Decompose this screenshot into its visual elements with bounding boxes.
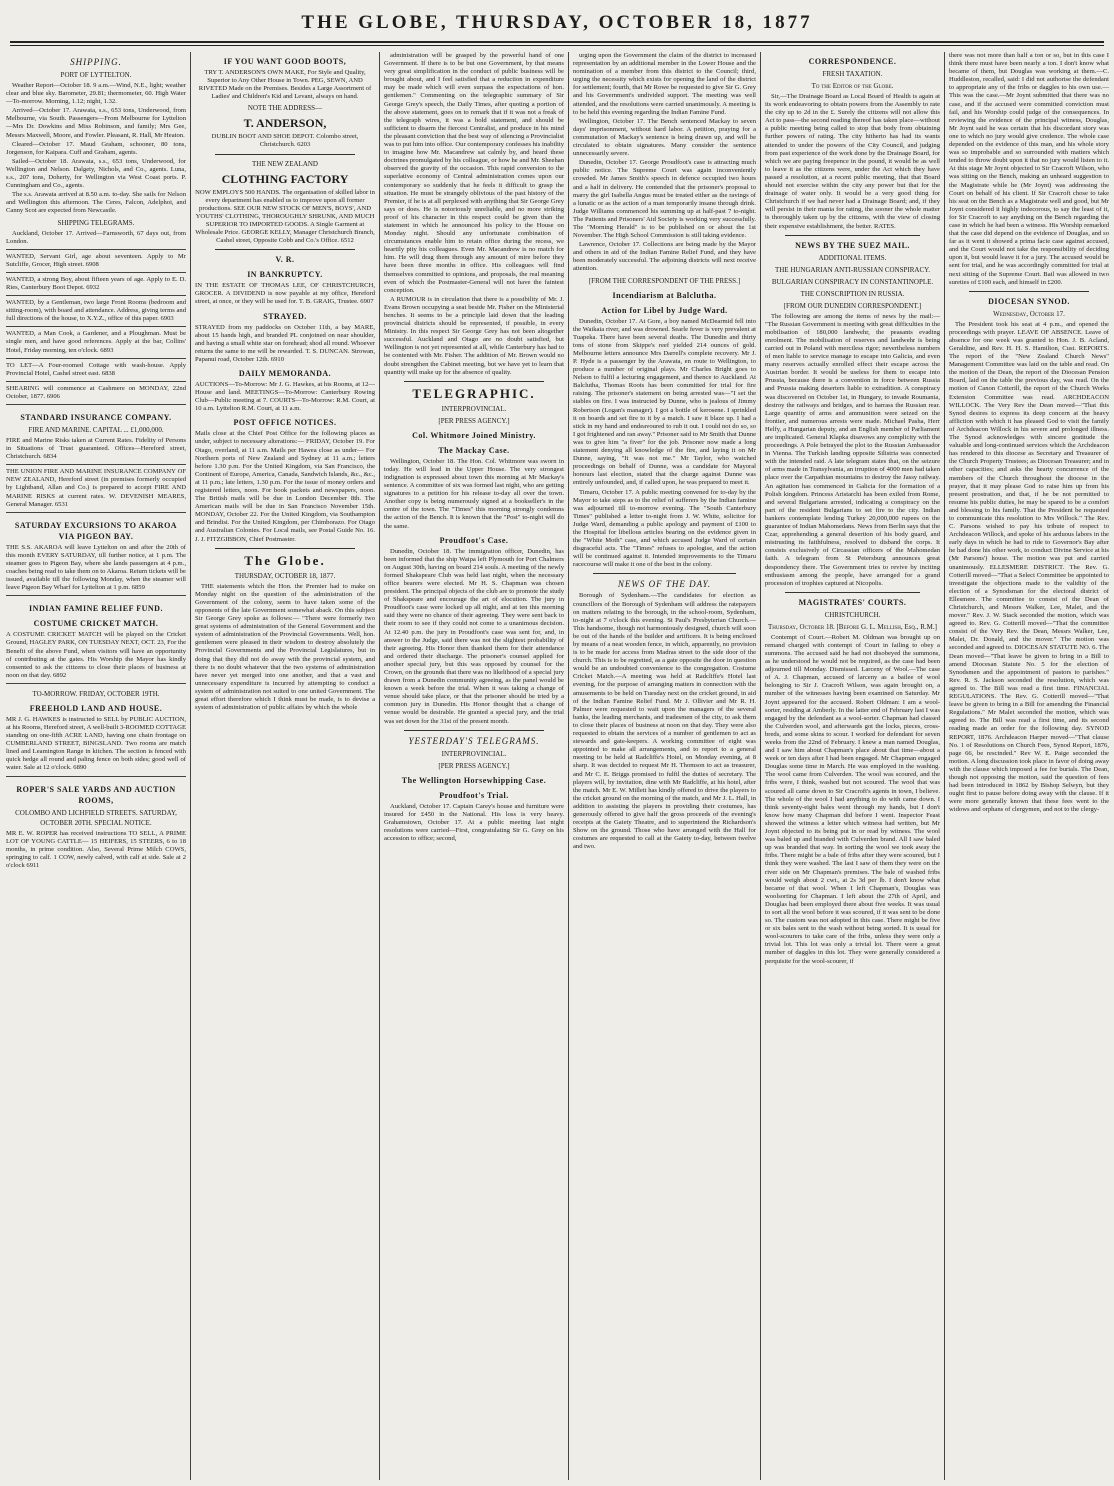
- incendiarism-heading: Incendiarism at Balclutha.: [612, 290, 717, 300]
- globe-title: The Globe.: [244, 552, 326, 568]
- mackay-heading: The Mackay Case.: [438, 445, 510, 455]
- column-2: [195, 52, 375, 1480]
- libel-heading: Action for Libel by Judge Ward.: [601, 305, 728, 315]
- post-office-text: Mails close at the Chief Post Office for the following places as under, subject to necessary alterations:— FRIDAY, October 19. For Otago, overland, at 11 a.m. Mails per Hawea close as under— For Northern ports of New Zealand and Sydney at 11 a.m.; letters before 1.30 p.m. For the United Kingdom, via San Francisco, the Continent of Europe, America, Canada, Sandwich Islands, &c., &c., at 11 p.m.; late letters, 1.30 p.m. For the issue of money orders and registered letters, noon. For book packets and newspapers, noon. The British mails will be due in London December 8th. The American mails will be due in San Francisco November 15th. MONDAY, October 22. For the United Kingdom, via Southampton and Brindisi. For the United Kingdom, per Chimborazo. For Otago and Australian Colonies. For Local mails, see Postal Guide No. 16. J. J. FITZGIBBON, Chief Postmaster.: [195, 430, 375, 543]
- trial-text: Auckland, October 17. Captain Carey's house and furniture were insured for £450 in the National. His loss is very heavy. Grahamstown, October 17. At a public meeting last night resolutions were carried—First, congratulating Sir G. Grey on his accession to office; second,: [384, 802, 564, 843]
- proudfoot-heading: Proudfoot's Case.: [439, 535, 509, 545]
- news-of-the-day-heading: NEWS OF THE DAY.: [617, 579, 712, 590]
- advert-shearing: SHEARING will commence at Cashmere on MONDAY, 22nd October, 1877. 6906: [6, 384, 186, 400]
- cleared-list: Cleared—October 17. Maud Graham, schooner, 80 tons, Jorgenson, for Kaipara. Cuff and Graham, agents.: [6, 140, 186, 156]
- roper-subheading: COLOMBO AND LICHFIELD STREETS. SATURDAY, OCTOBER 20TH. SPECIAL NOTICE.: [15, 808, 177, 827]
- tomorrow-heading: TO-MORROW. FRIDAY, OCTOBER 19TH.: [32, 689, 160, 698]
- advert-servant: WANTED, Servant Girl, age about seventeen. Apply to Mr Sutcliffe, Grocer, High street. 6908: [6, 252, 186, 268]
- column-divider: [944, 52, 945, 1480]
- masthead: [0, 0, 1114, 48]
- yesterday-interprovincial: INTERPROVINCIAL.: [441, 749, 507, 758]
- telegraphic-heading: TELEGRAPHIC.: [412, 385, 536, 401]
- bankruptcy-text: IN THE ESTATE OF THOMAS LEE, OF CHRISTCHURCH, GROCER. A DIVIDEND is now payable at my office, Hereford street, at once, or they will be used for. T. B. GRAIG, Trustee. 6907: [195, 282, 375, 306]
- shipping-telegram: Auckland, October 17. Arrived—Farnsworth, 67 days out, from London.: [6, 229, 186, 245]
- yesterday-agency: [PER PRESS AGENCY.]: [438, 761, 510, 770]
- sailed-list: Sailed—October 18. Arawata, s.s., 653 tons, Underwood, for Wellington and Nelson. Dalgety, Nichols, and Co., agents. Luna, s.s., 207 tons, Doherty, for Wellington via West Coast ports. P. Cunningham and Co., agents.: [6, 157, 186, 190]
- column-divider: [379, 52, 380, 1480]
- masthead-rule-thin: [10, 45, 1104, 46]
- weather-report: Weather Report—October 18. 9 a.m.—Wind, N.E., light; weather clear and blue sky. Barometer, 29.81; thermometer, 60. High Water—To-morrow. Morning, 1.12; night, 1.32.: [6, 82, 186, 106]
- port-heading: PORT OF LYTTELTON.: [60, 71, 132, 79]
- divider: [969, 291, 1089, 292]
- press-agency-label: [PER PRESS AGENCY.]: [438, 416, 510, 425]
- insurance-heading: STANDARD INSURANCE COMPANY.: [20, 413, 172, 422]
- insurance-subheading: FIRE AND MARINE. CAPITAL ... £1,000,000.: [28, 426, 164, 434]
- boots-text: TRY T. ANDERSON'S OWN MAKE, For Style and Quality, Superior to Any Other House in Town. PEG, SEWN, AND RIVETED Made on the Premises. Besides a Large Assortment of Ladies' and Children's Kid and Levant, always on hand.: [198, 69, 372, 101]
- roper-text: MR E. W. ROPER has received instructions TO SELL, A PRIME LOT OF YOUNG CATTLE— 15 HEIFERS, 15 STEERS, 6 to 18 months, in prime condition. Also, Several Prime Milch COWS, springing to calf. 1 COW, newly calved, with calf at side. Sale at 2 o'clock 6911: [6, 829, 186, 869]
- advert-boy: WANTED, a strong Boy, about fifteen years of age. Apply to E. D. Ries, Canterbury Boot Depot. 6932: [6, 275, 186, 291]
- anderson-address: DUBLIN BOOT AND SHOE DEPOT. Colombo street, Christchurch. 6203: [211, 133, 359, 149]
- column-6: [949, 52, 1109, 1480]
- suez-text: The following are among the items of news by the mail:— "The Russian Government is meeting with great difficulties in the mobilisation of 180,000 landwehr, the peasants evading enrolment. The mobilisation of reserves and landwehr is being carried out in Poland with merciless rigor; nevertheless numbers of men liable to service manage to escape into Galicia, and even many reserves actually enrolled effect their escape across the Austrian border. It would be useless for them to escape into Prussia, because there is a convention in force between Russia and Prussia making deserters liable to extradition. A conspiracy was discovered on October 1st, in Hungary, to invade Roumania, destroy the railways and bridges, and to harrass the Russian rear. Large quantity of arms and ammunition were seized on the frontier, and numerous arrests were made. Michael Pasha, Herr Helfy, a Hungarian deputy, and an English member of Parliament are implicated. General Klapka disavows any complicity with the proceedings. A Pole betrayed the plot to the Russian Ambassador in Vienna. The Turkish landing opposite Silistria was connected with the intended raid. A late telegram states that, on the seizure of arms made in Transylvania, an irruption of 4000 men had taken place over the Carpathian mountains to destroy the Jassy railway. An agitation has commenced in Galicia for the formation of a Polish kingdom. Princess Aristarchi has been exiled from Rome, and several Bulgarians arrested, indicating a conspiracy on the part of the resident Bulgarians to set fire to the city. Indian bankers contemplate lending Turkey 20,000,000 rupees on the guarantee of Indian Mahomedans. News from Berlin says that the Czar, apprehending a general desertion of his body guard, and mistrusting its faithfulness, resolved to disband the corps. It consists exclusively of Circassian officers of the Mahomedan faith. A telegram from St Petersburg announces great despondency there. The Government tries to revive by inciting enthusiasm among the people, have arranged for a grand procession of trophies captured at Nicopolis.: [765, 312, 940, 587]
- factory-text: NOW EMPLOYS 500 HANDS. The organisation of skilled labor in every department has enabled us to improve upon all former productions. SEE OUR NEW STOCK OF MEN'S, BOYS', AND YOUTHS' CLOTHING, THOROUGHLY SHRUNK, AND MUCH SUPERIOR TO IMPORTED GOODS. A Single Garment at Wholesale Price. GEORGE KELLY, Manager Christchurch Branch, Cashel street, Opposite Cobb and Co.'s Office. 6512: [195, 188, 375, 245]
- hawkes-auction-text: MR J. G. HAWKES is instructed to SELL by PUBLIC AUCTION, at his Rooms, Hereford street, A well-built 3-ROOMED COTTAGE standing on one-fifth ACRE LAND, having one chain frontage on CUMBERLAND STREET, BINGSLAND. Two rooms are match lined and Leamington Range in kitchen. The section is fenced with quick hedge all round and paling fence on both sides; good well of water. Sale at 12 o'clock. 6890: [6, 715, 186, 772]
- address-label: NOTE THE ADDRESS—: [247, 104, 323, 113]
- editorial-text: THE statements which the Hon. the Premier had to make on Monday night on the question of the administration of the Government of the colony, seem to have taken some of the opponents of the late Government somewhat aback. On this subject Sir George Grey spoke as follows:— "There were formerly two great systems of administration of the General Government and the system of administration of the Provincial Governments. Well, hon. gentlemen were pleased in their wisdom to destroy absolutely the Provincial Governments and the Provincial Legislatures, but in doing that they did not do away with the provincial system, and there is no doubt whatever that the two systems of administration have never yet merged into one another, and that a vast and unnecessary expenditure is incurred by attempting to conduct a system of administration not suited to one united Government. The great effort therefore which I think must be made, is to devise a system of administration of public affairs by which the whole: [195, 582, 375, 712]
- editor-salutation: To the Editor of the Globe.: [811, 82, 894, 90]
- column-3: [384, 52, 564, 1480]
- factory-heading: THE NEW ZEALAND: [252, 159, 318, 168]
- advert-cook: WANTED, a Man Cook, a Gardener, and a Ploughman. Must be single men, and have good references. Apply at the bar, Collins' Hotel, Friday morning, ten o'clock. 6893: [6, 330, 186, 354]
- famine-heading: INDIAN FAMINE RELIEF FUND.: [29, 604, 163, 614]
- dunedin-correspondent: [FROM OUR DUNEDIN CORRESPONDENT.]: [783, 301, 922, 310]
- column-divider: [568, 52, 569, 1480]
- correspondence-text: Sir,—The Drainage Board as Local Board of Health is again at its work endeavoring to obtain powers from the Assembly to rate the city up to 2d in the £. Surely the citizens will not allow this Act to pass—the second reading thereof has taken place—without a public meeting being called to stop that body from obtaining further powers of rating. The city hitherto has had its wants attended to under the powers of the City Council, and judging from past experience of the work done by the Drainage Board, for which we are paying freepence in the pound, it would be as well to leave it as the citizens were, under the Act which they have passed a resolution, at a recent public meeting, that that Board should not exercise within the city any power but that for the drainage of water only. It would be a very good thing for Christchurch if we had never had a Drainage Board; and, if they will persist in their mania for rating, the sooner the whole matter is thoroughly taken up by the citizens, with the view of closing their expensive establishment, the better. RATES.: [765, 93, 940, 230]
- trial-heading: Proudfoot's Trial.: [439, 790, 509, 800]
- arrived-list: Arrived—October 17. Arawata, s.s., 653 tons, Underwood, from Melbourne, via South. Passengers—From Melbourne for Lyttelton—Mrs Dr. Dowkins and Miss Robinson, and family; Mrs Gee, Messrs Maxwell, Moore, and Fowler. Pleasant, R. Hall, Mr Heaton.: [6, 107, 186, 139]
- divider: [404, 381, 544, 382]
- telegram-text-5: Dunedin, October 17. At Gore, a boy named McDearmid fell into the Waikaia river, and was drowned. Searle fever is very prevalent at Tuapeka. There have been several deaths. The Dunedin and thirty tons of stone from Skippe's reef yielded 214 ounces of gold. Melbourne letters announce Mrs Darrell's complete recovery. Mr J. P. Hyde is a passenger by the Arawata, en route to Wellington, to produce a number of original plays. Mr Charles Bright goes to Nelson to fulfil a lecturing engagement, and thence to Auckland. At Balclutha, Thomas Roots has been committed for trial for fire raising. The prisoner's statement on being arrested was—"I set the stables on fire. I was instructed by Dunne, who is jealous of Jimmy Robertson (Logan's manager). I got a bottle of kerosene. I sprinkled it on boards and set fire to it by a match. I saw it blaze up. I had a stick in my hand and endeavoured to rub it out. I could not do so, so I got frightened and ran away." Prisoner said to Mr Smith that Dunne was to give him "a fiver" for the job. Prisoner now made a long statement denying all knowledge of the fire, and laying it on Mr Dunne, saying, "It was not me." Mr Taylor, who watched proceedings on behalf of Dunne, was a candidate for Mayoral honours last election, stated that the charge against Dunne was entirely unfounded, and, if called upon, he was prepared to meet it.: [573, 317, 756, 487]
- bankruptcy-heading: IN BANKRUPTCY.: [247, 270, 323, 280]
- synod-date: Wednesday, October 17.: [993, 309, 1065, 318]
- memoranda-heading: DAILY MEMORANDA.: [238, 368, 332, 378]
- shipping-telegrams-heading: SHIPPING TELEGRAMS.: [57, 218, 135, 227]
- divider: [593, 573, 736, 574]
- telegram-text-3: Dunedin, October 17. George Proudfoot's case is attracting much public notice. The Supreme Court was again inconveniently crowded. Mr James Smith's speech in defence occupied two hours and a half in delivery. He contended that the prisoner's proposal to marry the girl Isabella Angus must be treated either as the ravings of a lunatic or as the action of a man temporarily insane through drink. Judge Williams commenced his summing up at half-past 7 to-night. The Patients and Prisoners' Aid Society is working very successfully. The "Morning Herald" is to be published on or about the 1st November. The High School Commission is still taking evidence.: [573, 159, 756, 240]
- divider: [215, 249, 355, 250]
- roper-heading: ROPER'S SALE YARDS AND AUCTION ROOMS,: [16, 784, 176, 805]
- cricket-text: A COSTUME CRICKET MATCH will be played on the Cricket Ground, HAGLEY PARK, ON TUESDAY NEXT, OCT. 23, For the Benefit of the above Fund, when visitors will have an opportunity of contributing at the gates. His Worship the Mayor has kindly consented to ask the citizens to close their places of business at noon on that day. 6892: [6, 631, 186, 679]
- telegram-text-6: Timaru, October 17. A public meeting convened for to-day by the Mayor to take steps as to the relief of sufferers by the Indian famine was adjourned till to-morrow evening. The "South Canterbury Times" published a letter to-night from J. W. White, solicitor for Judge Ward, demanding a public apology and payment of £100 to the Hospital for libellous articles bearing on the evidence given in the "White Moth" case, and which accused Judge Ward of certain disgraceful acts. The "Times" refuses to apologise, and the action will be continued against it. Intended improvements to the Timaru racecourse will make it one of the best in the colony.: [573, 488, 756, 569]
- cricket-heading: COSTUME CRICKET MATCH.: [33, 619, 159, 629]
- column-5: [765, 52, 940, 1480]
- synod-text: The President took his seat at 4 p.m., and opened the proceedings with prayer. LEAVE OF ABSENCE. Leave of absence for one week was granted to Hon. J. B. Acland, Geraldine, and Rev. H. H. S. Hamilton, Cust. REPORTS. The report of the "New Zealand Church News" Management Committee was laid on the table and read. On the motion of the Dean, the report of the Diocesan Pension Board, laid on the table the previous day, was read. On the motion of Canon Cotterill, the report of the Church Works Extension Committee was read. ARCHDEACON WILLOCK. The Very Rev the Dean moved—"That this Synod desires to express its deep concern at the heavy affliction with which it has pleased God to visit the family of Archdeacon Willock in his severe and prolonged illness. The Synod acknowledges with sincere gratitude the valuable and long-continued services which the Archdeacon has rendered to this diocese as Secretary and Treasurer of the Church Property Trustees; as Diocesan Treasurer; and in other capacities; and asks the hearty concurrence of the members of the Church throughout the diocese in the prayer, that it may please God to raise him up from his present prostration, and that, if he be not permitted to resume his public duties, he may be spared to be a comfort and blessing to his family. That the President be requested to communicate this resolution to Mrs Willock." The Rev. C. Parsons wished to pay his tribute of respect to Archdeacon Willock, and spoke of his arduous labors in the early days in which he had to ride to Governor's Bay after he had done his other work, to conduct Divine Service at his (Mr Parsons') house. The motion was put and carried unanimously. ELLESMERE DISTRICT. The Rev. G. Cotterill moved—"That a Select Committee be appointed to investigate the objections made to the validity of the election of a Synodsman for the electoral district of Ellesmere. The committee to consist of the Dean of Christchurch, and Messrs Walker, Lee, Malet, and the mover." Rev. J. W. Stack seconded the motion, which was agreed to. Rev. G. Cotterill moved—"That the committee consist of the Very Rev. the Dean, Messrs Walker, Lee, Malet, Dr. Donald, and the mover." The motion was seconded and agreed to. DIOCESAN STATUTE NO. 6. The Dean moved—"That leave be given to bring in a Bill to amend Diocesan Statute No. 5 for the election of Synodsmen and the appointment of pastors to parishes." Rev. R. S. Jackson seconded the resolution, which was agreed to. The Bill was read a first time. FINANCIAL REGULATIONS. The Rev. G. Cotterill moved—"That leave be given to bring in a Bill for amending the Financial Regulations." Mr Malet seconded the motion, which was agreed to. The Bill was read a first time, and its second reading made an order for the following day. SYNOD REPORT, 1876. Archdeacon Harper moved—"That clause No. 1 of Resolutions on Church Fees, Synod Report, 1876, page 66, be rescinded." Rev W. E. Paige seconded the motion. A long discussion took place in favor of doing away with the clause which imposed a fee for burials. The Dean, though not opposing the motion, said the question of fees had been introduced in 1862 by Bishop Selwyn, but they ought first to pause before doing away with the clause. If it were more generally known that these fees went to the widows and orphans of clergymen, and not to the clergy-: [949, 320, 1109, 814]
- vr-emblem: V. R.: [275, 255, 295, 265]
- divider: [785, 235, 920, 236]
- rumour-text: A RUMOUR is in circulation that there is a possibility of Mr. J. Evans Brown occupying a seat beside Mr. Fisher on the Ministerial benches. It seems to be a principle laid down that the leading provincial districts should be represented, if possible, in every Ministry. In this respect Sir George Grey has not been altogether successful. Auckland and Otago are no doubt satisfied, but Wellington is not yet represented at all, while Canterbury has had to be contented with Mr. Fisher. The addition of Mr. Brown would no doubt strengthen the Cabinet meeting, but we have yet to learn that quantity will make up for the absence of quality.: [384, 295, 564, 376]
- telegram-text-4: Lawrence, October 17. Collections are being made by the Mayor and others in aid of the Indian Famine Relief Fund, and they have been moderately successful. The adjoining districts will next receive attention.: [573, 241, 756, 273]
- proudfoot-text: Dunedin, October 18. The immigration officer, Dunedin, has been informed that the ship Waipa left Plymouth for Port Chalmers on August 30th, having on board 214 souls. A meeting of the newly formed Shakspeare Club was held last night, when the necessary office bearers were elected. Mr H. S. Chapman was chosen president. The principal objects of the club are to promote the study of Shakspeare and encourage the art of elocution. The jury in Proudfoot's case were locked up all night, and at ten this morning said they were no chance of their agreeing. They were sent back to their room to see if they could not come to a unanimous decision. At 12.40 p.m. the jury in Proudfoot's case was sent for, and, in answer to the Judge, said there was not the slightest probability of their agreeing. His Honor then thanked them for their attendance and ordered their discharge. The prisoner's counsel applied for another special jury, but this was opposed by counsel for the Crown, on the grounds that there was no likelihood of a special jury drawn from a Dunedin community agreeing, as the panel would be known a week before the trial. When it was taking a change of venue should take place, or that the prisoner should be tried by a common jury in Dunedin. His Honor thought that a change of venue would be desirable. He granted a special jury, and the trial was set down for the 31st of the present month.: [384, 547, 564, 725]
- column-1: [6, 52, 186, 1480]
- bulgarian-heading: BULGARIAN CONSPIRACY IN CONSTANTINOPLE.: [771, 277, 934, 286]
- suez-mail-heading: NEWS BY THE SUEZ MAIL.: [795, 240, 910, 250]
- excursion-text: THE S.S. AKAROA will leave Lyttelton on and after the 20th of this month EVERY SATURDAY, till further notice, at 1 p.m. The steamer goes to Pigeon Bay, where she lands passengers at 4 p.m., coaches being read to take them on to Akaroa. Return tickets will be issued, available till the following Monday, when the steamer will leave Pigeon Bay Wharf for Lyttelton at 1 p.m. 6859: [6, 543, 186, 592]
- court-text: Contempt of Court.—Robert M. Oldman was brought up on remand charged with contempt of Court in failing to obey a summons. The accused said he had not disobeyed the summons, as he understood he would not be required, as the case had been adjourned till Monday. Dismissed. Larceny of Wool.—The case of A. J. Chapman, accused of larceny as a bailee of wool belonging to Sir J. Cracroft Wilson, was again brought on, a number of the witnesses having been examined on Saturday. Mr Joynt appeared for the accused. Robert Oldman: I am a wool-sorter, residing at Amberly. In the latter end of February last I was engaged by the defendant as a wool-sorter. Chapman had classed the Culverden wool, and afterwards got the locks, pieces, cross-breds, and some skins to scour. I worked for defendant for seven weeks from the 22nd of February. I knew a man named Douglas, and I saw him about Chapman's place about that time—about a week or ten days after I had been engaged. Mr Chapman engaged Douglas some time in March. He was employed in the washing. The wool came from Culverden. The wool was scoured, and the fribs were, I think, washed but not scoured. The wool that was scoured all came down to Sir Cracroft's agents in town, I believe. The whole of the wool I had anything to do with came down. I think seventy-eight bales went through my hands, but I don't know how many Chapman did before I went. Inspector Feast showed the witness a letter which witness had written, but Mr Joynt objected to its being put in or read by witness. The wool was baled up and branded with Culverden brand. All I saw baled up was branded that way. In sorting the wool we took away the fribs. There might be a bale of fribs after they were scoured, but I think they were washed. The last I saw of them they were on the river side on Mr Chapman's premises. The bale of washed fribs would weigh about 2 cwt., at 2s 3d per lb. I don't know what became of that wool. When I left Chapman's, Douglas was woolsorting for Chapman. I left about the 27th of April, and Douglas had been employed there about five weeks. It was usual to sort all the wool before it was scoured, if it was sent to be done so. The custom was not adopted in this case. There might be five or six bales sent to the wash without being sorted. It is usual for wool-scourers to take care of the fribs, unless they were only a trivial lot. This lot was only a trivial lot. There were a great number of daggles in this lot. They were generally considered a perquisite for the wool-scourer, if: [765, 633, 940, 965]
- advert-rooms: WANTED, by a Gentleman, two large Front Rooms (bedroom and sitting-room), with board and attendance. Address, giving terms and full directions of the house, to X.Y.Z., office of this paper. 6903: [6, 299, 186, 323]
- additional-items: ADDITIONAL ITEMS.: [818, 253, 887, 262]
- insurance-text: FIRE and Marine Risks taken at Current Rates. Fidelity of Persons in Situations of Trust guaranteed. Offices—Hereford street, Christchurch. 6834: [6, 437, 186, 461]
- interprovincial-heading: INTERPROVINCIAL.: [441, 404, 507, 413]
- sailing-note: The s.s. Arawata arrived at 8.50 a.m. to-day. She sails for Nelson and Wellington this afternoon. The Ceres, Falcon, Adelphoi, and Canny Scot are expected from Newcastle.: [6, 191, 186, 215]
- editorial-continued: administration will be grasped by the powerful hand of one Government. If there is to be but one Government, by that means very great simplification in the conduct of public business will be brought about, and I feel satisfied that a reduction in expenditure may be made which will even surpass the expectations of hon. gentlemen." Commenting on the telegraphic summary of Sir George Grey's speech, the Daily Times, after quoting a portion of the above statement, goes on to remark that if it was not a freak of the telegraph wires, it was a bold statement, and should be sufficient to disarm the fiercest Centralist, and produce in his mind the pleasant conviction that the best way of silencing a Provincialist was to put him into office. Our contemporary confesses his inability to imagine how Mr. Macandrew sat calmly by, and heard these doctrines promulgated by his colleague, or how he and Mr. Sheehan observed the gravity of the occasion. This rapid conversion to the superlative economy of Central administration comes upon our contemporary so suddenly that he feels it difficult to grasp the situation. He must be strangely oblivious of the past history of the Premier, if he is at all perplexed with anything that Sir George Grey says or does. He is notoriously unreliable, and no more striking proof of his character in this respect could be given than the statement in which he announced his policy to the House on Monday night. Should any unfortunate combination of circumstances enable him to retain office during the recess, we heartily pity his colleagues. Even Mr. Macandrew is no match for him. He will drag them through any amount of mire before they have been three months in office. His colleagues will find themselves committed to opinions, and proposals, the real meaning even of which the Postmaster-General will not have the faintest conception.: [384, 52, 564, 294]
- divider: [785, 592, 920, 593]
- page-title: THE GLOBE, THURSDAY, OCTOBER 18, 1877: [301, 12, 813, 33]
- whitmore-heading: Col. Whitmore Joined Ministry.: [412, 430, 536, 440]
- anderson-name: T. ANDERSON,: [243, 116, 327, 131]
- horsewhipping-heading: The Wellington Horsewhipping Case.: [401, 775, 547, 785]
- column-4: [573, 52, 756, 1480]
- column-divider: [760, 52, 761, 1480]
- magistrates-heading: MAGISTRATES' COURTS.: [798, 597, 907, 607]
- advert-to-let: TO LET—A Four-roomed Cottage with wash-house. Apply Provincial Hotel, Cashel street east. 6838: [6, 361, 186, 377]
- divider: [215, 548, 355, 549]
- telegram-text-2: Wellington, October 17. The Bench sentenced Mackay to seven days' imprisonment, without hard labor. A petition, praying for a commutation of Mackay's sentence is being drawn up, and will be circulated to obtain signatures. Many consider the sentence unnecessarily severe.: [573, 117, 756, 158]
- masthead-rule: [10, 41, 1104, 43]
- divider: [404, 730, 544, 731]
- excursion-heading: SATURDAY EXCURSIONS TO AKAROA VIA PIGEON BAY.: [14, 520, 178, 541]
- globe-date: THURSDAY, OCTOBER 18, 1877.: [234, 571, 336, 580]
- strayed-text: STRAYED from my paddocks on October 11th, a bay MARE, about 15 hands high, and branded PL conjoined on near shoulder, and having a small white star on forehead; shod all round. Whoever returns the same to me will be rewarded. T. S. DUNCAN. Strowan, Papanui road, October 12th. 6910: [195, 323, 375, 363]
- court-date: Thursday, October 18. [Before G. L. Mellish, Esq., R.M.]: [768, 622, 937, 631]
- telegram-text-1: urging upon the Government the claim of the district to increased representation by an additional member in the Lower House and the nomination of a member from this district to the Council; third, urging the necessity which exists for opening the land of the district for settlement; fourth, that Mr Rowe be requested to give Sir G. Grey and his Government's undivided support. The meeting was well attended, and the resolutions were carried unanimously. A meeting is to be held this evening regarding the Indian Famine Fund.: [573, 52, 756, 116]
- union-insurance-text: THE UNION FIRE AND MARINE INSURANCE COMPANY OF NEW ZEALAND, Hereford street (in premises formerly occupied by Lightband, Allan and Co.) is prepared to accept FIRE AND MARINE RISKS at current rates. W. DEVENISH MEARES, General Manager. 6531: [6, 468, 186, 508]
- correspondent-label: [FROM THE CORRESPONDENT OF THE PRESS.]: [588, 276, 741, 285]
- conscription-heading: THE CONSCRIPTION IN RUSSIA.: [800, 289, 905, 298]
- hungarian-heading: THE HUNGARIAN ANTI-RUSSIAN CONSPIRACY.: [774, 265, 931, 274]
- strayed-heading: STRAYED.: [263, 311, 307, 321]
- memoranda-text: AUCTIONS—To-Morrow: Mr J. G. Hawkes, at his Rooms, at 12—House and land. MEETINGS—To-Morrow: Canterbury Rowing Club—Public meeting at 7. COURTS—To-Morrow: R.M. Court, at 10 a.m. Lyttelton R.M. Court, at 11 a.m.: [195, 380, 375, 413]
- freehold-heading: FREEHOLD LAND AND HOUSE.: [29, 703, 163, 713]
- news-text: Borough of Sydenham.—The candidates for election as councillors of the Borough of Sydenham will address the ratepayers on matters relating to the borough, in the school-room, Sydenham, to-night at 7 o'clock this evening. St Paul's Presbyterian Church.—This handsome, though not harmoniously designed, church will soon be out of the hands of the builder and artificers. It is being enclosed by means of a neat wooden fence, in which, apparently, no provision is to be made for access from Madras street to the side door of the church. This is to be regretted, as a gate opposite the door in question would be an undoubted convenience to the congregation. Costume Cricket Match.—A meeting was held at Radcliffe's Hotel last evening, for the purpose of arranging matters in connection with the amusements to be held on Tuesday next on the cricket ground, in aid of the Indian Famine Relief Fund. Mr J. Ollivier and Mr R. H. Palmer were requested to wait upon the managers of the several banks, the leading merchants, and tradesmen of the city, to ask them to close their places of business at noon on that day. They were also requested to obtain the services of a number of gentlemen to act as stewards and gate-keepers. A working committee of eight was appointed to make all arrangements, and to report to a general meeting to be held at Radcliffe's Hotel, on Monday evening, at 8 sharp. It was decided to request Mr H. Thomson to act as treasurer, and Mr C. E. Briggs promised to fulfil the duties of secretary. The players will, by invitation, dine with Mr Radcliffe, at his hotel, after the match. Mr E. W. Millett has kindly offered to drive the players to the cricket ground on the morning of the match, and Mr J. L. Hall, in addition to assisting the players in providing their costumes, has generously offered to give half the gross proceeds of the evening's receipts at the Gaiety Theatre, and to superintend the Richardson's Show on the ground. Those who have arranged with the Hall for costumes are requested to call at the Gaiety to-day, between twelve and two.: [573, 592, 756, 851]
- yesterday-telegrams-heading: YESTERDAY'S TELEGRAMS.: [408, 735, 540, 746]
- divider: [215, 154, 355, 155]
- christchurch-heading: CHRISTCHURCH.: [824, 610, 881, 619]
- boots-heading: IF YOU WANT GOOD BOOTS,: [223, 57, 347, 66]
- fresh-taxation-heading: FRESH TAXATION.: [822, 70, 883, 78]
- correspondence-heading: CORRESPONDENCE.: [808, 57, 897, 66]
- column-divider: [190, 52, 191, 1480]
- factory-title: CLOTHING FACTORY: [221, 171, 349, 186]
- post-office-heading: POST OFFICE NOTICES.: [233, 418, 337, 428]
- court-continued: there was not more than half a ton or so, but in this case I think there must have been nearly a ton. I don't know what became of them, but Douglas was working at them.—C. Huddleston, recalled, said: I did not authorise the defendant to appropriate any of the fribs or daggles to his own use.—This was the case.—Mr Joynt submitted that there was no case, and if the accused were committed conviction must fail, and his Worship could judge of the consequences. In reviewing the evidence of the principal witness, Douglas, Mr Joynt said he was certain that his discordant story was one to which no jury would give credence. The whole case depended on the evidence of this man, and his whole story was so improbable and so surrounded with matters which tended to throw doubt upon it that no jury would listen to it. At this stage Mr Joynt objected to Sir Cracroft Wilson, who was sitting on the Bench, making an unheard suggestion to the Magistrate while he (Mr Joynt) was addressing the Court on behalf of his client. If Sir Cracroft chose to take his seat on the Bench as a Magistrate well and good, but Mr Joynt considered it highly indecorous, to say the least of it, for Sir Cracroft to say anything on the Bench regarding the case in which he had been a witness. His Worship remarked that the case did depend on the evidence of Douglas, and so far as it went it showed a prima facie case against accused, and the Court would not take the responsibility of deciding upon it, but would leave it for a jury. The accused would be sent for trial, and he was accordingly committed for trial at next sitting of the Supreme Court. Bail was allowed in two sureties of £100 each, and himself in £200.: [949, 52, 1109, 286]
- synod-heading: DIOCESAN SYNOD.: [988, 296, 1070, 306]
- mackay-text: Wellington, October 18. The Hon. Col. Whitmore was sworn in today. He will lead in the Upper House. The very strongest indignation is expressed about town this morning at Mr Mackay's sentence. A committee of six was formed last night, who are getting signatures to a petition for his release to-day all over the town. Another copy is being numerously signed at a bookseller's in the centre of the town. The "Times" this morning strongly condemns the action of the Bench. It is known that the "Post" to-night will do the same.: [384, 457, 564, 530]
- shipping-heading: SHIPPING.: [70, 57, 122, 67]
